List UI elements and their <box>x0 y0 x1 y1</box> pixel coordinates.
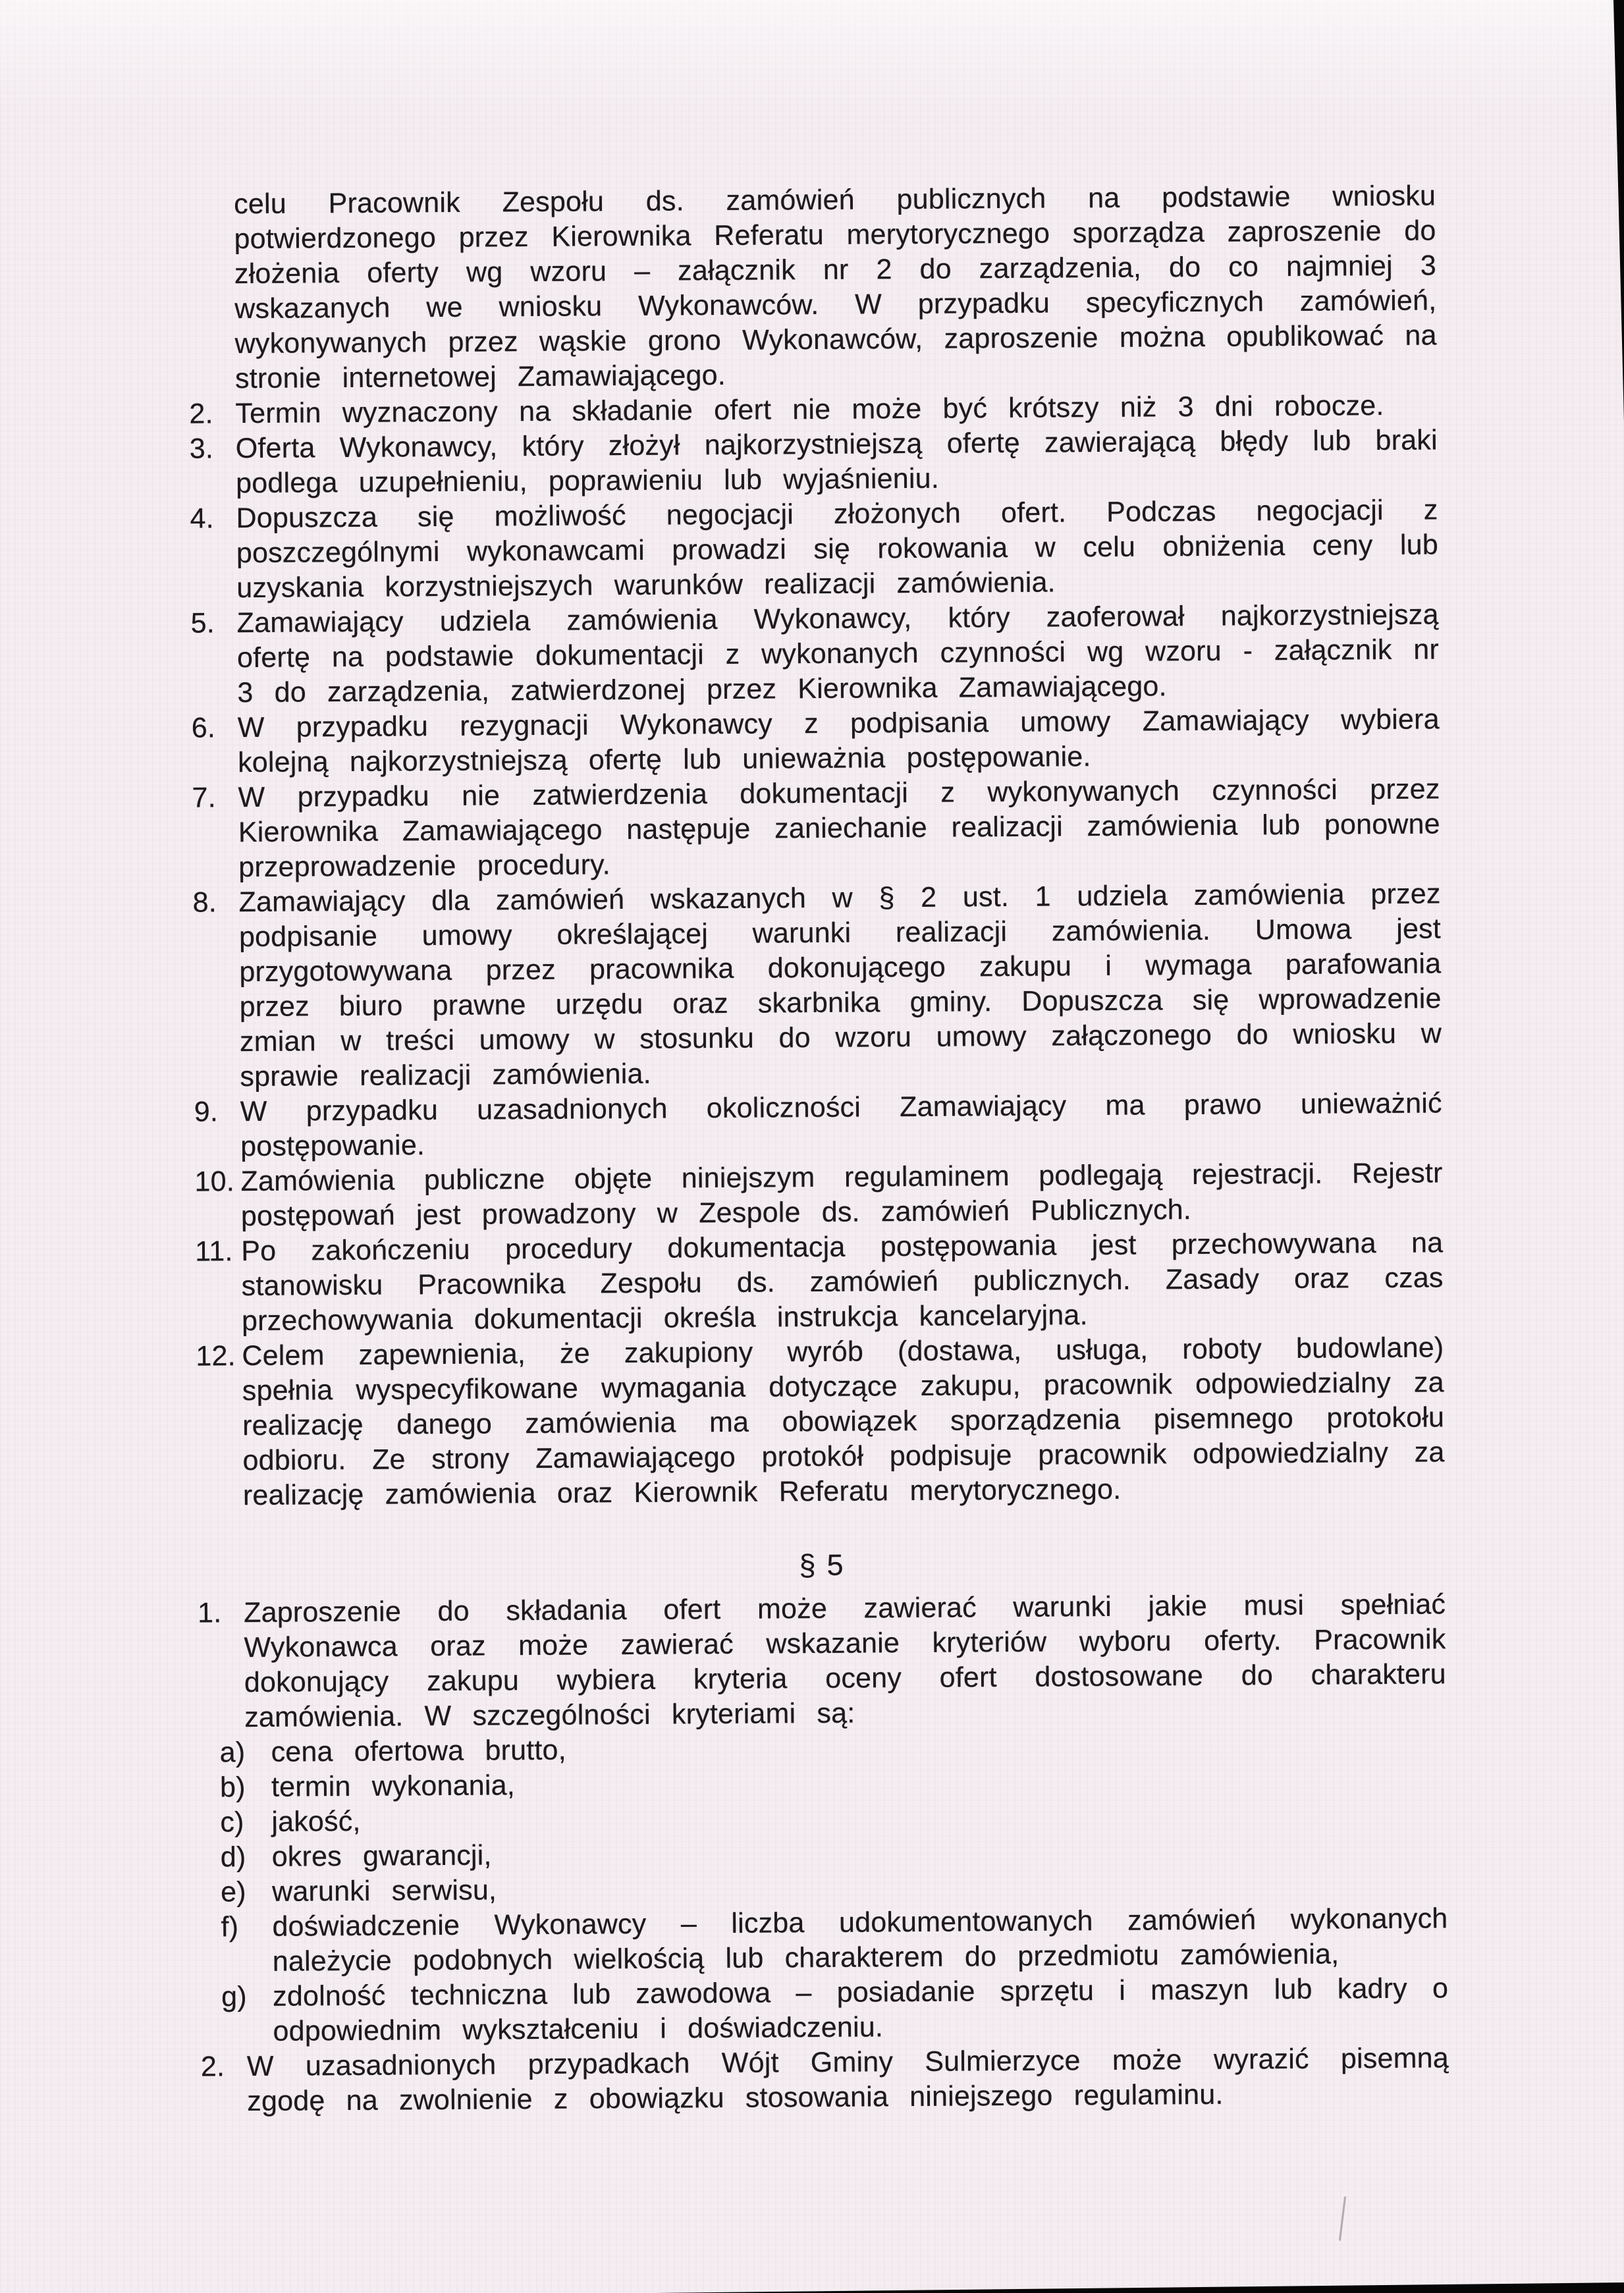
item-number: 8. <box>192 886 217 919</box>
criteria-text: jakość, <box>271 1805 361 1838</box>
item-number: 4. <box>190 502 214 535</box>
item-number: 2. <box>189 398 213 430</box>
list-item <box>194 1156 1443 1234</box>
criteria-text: warunki serwisu, <box>271 1874 497 1908</box>
item-number: 5. <box>190 607 215 639</box>
item-text: Zamawiający dla zamówień wskazanych w § 2 ust. 1 udziela zamówienia przez podpisanie umowy określającej warunki realizacji zamówienia. Umowa jest przygotowywana przez pracownika dokonującego zakupu i wymaga parafowania przez biuro prawne urzędu oraz skarbnika gminy. Dopuszcza się wprowadzenie zmian w treści umowy w stosunku do wzoru umowy załączonego do wniosku w sprawie realizacji zamówienia. <box>238 878 1442 1093</box>
list-item <box>192 702 1440 780</box>
criteria-text: termin wykonania, <box>271 1769 516 1803</box>
criteria-letter: d) <box>220 1841 246 1874</box>
list-item <box>196 1330 1445 1513</box>
list-item <box>195 1226 1444 1339</box>
item-text: Celem zapewnienia, że zakupiony wyrób (dostawa, usługa, roboty budowlane) spełnia wyspecyfikowane wymagania dotyczące zakupu, pracownik odpowiedzialny za realizację danego zamówienia ma obowiązek sporządzenia pisemnego protokołu odbioru. Ze strony Zamawiającego protokół podpisuje pracownik odpowiedzialny za realizację zamówienia oraz Kierownik Referatu merytorycznego. <box>242 1332 1445 1512</box>
item-number: 2. <box>200 2051 225 2083</box>
list-item <box>192 877 1442 1094</box>
criteria-text: zdolność techniczna lub zawodowa – posiadanie sprzętu i maszyn lub kadry o odpowiednim wykształceniu i doświadczeniu. <box>273 1972 1449 2047</box>
criteria-item <box>221 1901 1448 1980</box>
scan-edge-right <box>1613 0 1624 421</box>
item-number: 12. <box>196 1340 236 1372</box>
item-text: Po zakończeniu procedury dokumentacja postępowania jest przechowywana na stanowisku Pracownika Zespołu ds. zamówień publicznych. Zasady oraz czas przechowywania dokumentacji określa instrukcja kancelaryjna. <box>241 1227 1444 1337</box>
item-number: 1. <box>197 1597 222 1629</box>
criteria-letter: f) <box>221 1911 239 1943</box>
criteria-letter: g) <box>221 1981 248 2013</box>
item-text: Zaproszenie do składania ofert może zawierać warunki jakie musi spełniać Wykonawca oraz może zawierać wskazanie kryteriów wyboru oferty. Pracownik dokonujący zakupu wybiera kryteria oceny ofert dostosowane do charakteru zamówienia. W szczególności kryteriami są: <box>243 1588 1446 1734</box>
paragraph-continuation: celu Pracownik Zespołu ds. zamówień publicznych na podstawie wniosku potwierdzonego przez Kierownika Referatu merytorycznego sporządza zaproszenie do złożenia oferty wg wzoru – załącznik nr 2 do zarządzenia, do co najmniej 3 wskazanych we wniosku Wykonawców. W przypadku specyficznych zamówień, wykonywanych przez wąskie grono Wykonawców, zaproszenie można opublikować na stronie internetowej Zamawiającego. <box>234 180 1437 395</box>
item-text: Zamawiający udziela zamówienia Wykonawcy, który zaoferował najkorzystniejszą ofertę na podstawie dokumentacji z wykonanych czynności wg wzoru - załącznik nr 3 do zarządzenia, zatwierdzonej przez Kierownika Zamawiającego. <box>236 599 1440 709</box>
item-text: W przypadku rezygnacji Wykonawcy z podpisania umowy Zamawiający wybiera kolejną najkorzystniejszą ofertę lub unieważnia postępowanie. <box>237 703 1440 779</box>
item-text: W przypadku nie zatwierdzenia dokumentacji z wykonywanych czynności przez Kierownika Zamawiającego następuje zaniechanie realizacji zamówienia lub ponowne przeprowadzenie procedury. <box>238 773 1440 884</box>
criteria-text: okres gwarancji, <box>271 1839 492 1873</box>
item-number: 7. <box>192 782 216 814</box>
item-text: Termin wyznaczony na składanie ofert nie może być krótszy niż 3 dni robocze. <box>235 389 1384 430</box>
list-item <box>190 597 1439 711</box>
list-item <box>190 493 1438 606</box>
item-text: W przypadku uzasadnionych okoliczności Zamawiający ma prawo unieważnić postępowanie. <box>240 1087 1442 1163</box>
item-number: 11. <box>195 1235 233 1268</box>
list-item <box>190 423 1438 501</box>
item-number: 10. <box>194 1166 235 1198</box>
scan-edge-bottom <box>656 2282 1624 2293</box>
section-heading: § 5 <box>799 1548 844 1582</box>
item-number: 3. <box>189 433 214 465</box>
item-number: 6. <box>191 712 216 744</box>
item-text: Dopuszcza się możliwość negocjacji złożonych ofert. Podczas negocjacji z poszczególnymi wykonawcami prowadzi się rokowania w celu obniżenia ceny lub uzyskania korzystniejszych warunków realizacji zamówienia. <box>236 494 1439 605</box>
criteria-text: doświadczenie Wykonawcy – liczba udokumentowanych zamówień wykonanych należycie podobnych wielkością lub charakterem do przedmiotu zamówienia, <box>272 1902 1448 1978</box>
criteria-letter: e) <box>220 1876 246 1908</box>
numbered-list-section4 <box>189 388 1445 1513</box>
list-item <box>192 772 1440 885</box>
item-text: Zamówienia publiczne objęte niniejszym regulaminem podlegają rejestracji. Rejestr postępowań jest prowadzony w Zespole ds. zamówień Publicznych. <box>240 1157 1443 1233</box>
criteria-letter: b) <box>219 1771 246 1804</box>
criteria-item <box>221 1971 1449 2049</box>
criteria-letter: c) <box>220 1806 244 1839</box>
item-text: W uzasadnionych przypadkach Wójt Gminy Sulmierzyce może wyrazić pisemną zgodę na zwolnienie z obowiązku stosowania niniejszego regulaminu. <box>246 2042 1449 2118</box>
list-item <box>194 1086 1443 1164</box>
item-text: Oferta Wykonawcy, który złożył najkorzystniejszą ofertę zawierającą błędy lub braki podlega uzupełnieniu, poprawieniu lub wyjaśnieniu. <box>235 424 1438 500</box>
list-item-section5-2 <box>201 2041 1449 2119</box>
criteria-text: cena ofertowa brutto, <box>271 1734 566 1768</box>
criteria-list <box>219 1727 1448 2049</box>
criteria-letter: a) <box>219 1737 246 1769</box>
scan-scratch-mark <box>1339 2196 1346 2241</box>
document-text <box>188 178 1449 2119</box>
list-item-section5-1 <box>198 1587 1446 1735</box>
item-number: 9. <box>194 1096 219 1128</box>
